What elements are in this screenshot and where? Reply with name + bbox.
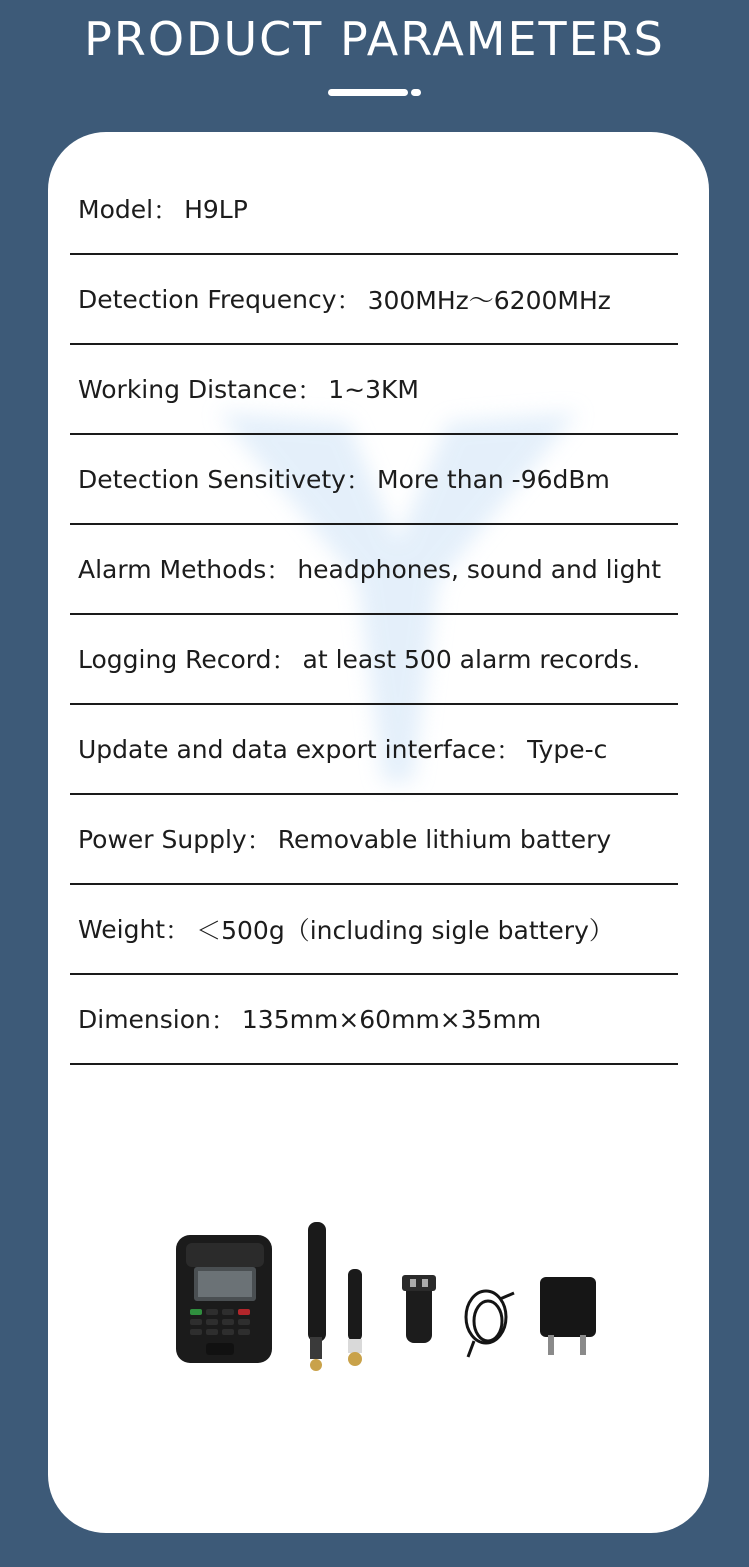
param-row-alarm-methods: [70, 525, 678, 615]
param-separator: ：: [165, 916, 191, 945]
param-row-working-distance: [70, 345, 678, 435]
param-label: Power Supply: [78, 824, 247, 854]
parameter-list: [70, 165, 678, 1065]
title-underline: [328, 89, 408, 96]
param-label: Detection Frequency: [78, 284, 337, 314]
param-label: Dimension: [78, 1004, 211, 1034]
param-label: Update and data export interface: [78, 734, 497, 764]
param-value: Removable lithium battery: [277, 824, 612, 854]
belt-clip-icon: [402, 1275, 436, 1343]
param-value: Type-c: [527, 734, 608, 764]
param-value: ＜500g（including sigle battery）: [196, 916, 614, 945]
param-value: 1~3KM: [328, 374, 419, 404]
param-row-power-supply: [70, 795, 678, 885]
short-antenna-icon: [348, 1269, 362, 1366]
param-separator: ：: [210, 1006, 236, 1035]
param-value: 135mm×60mm×35mm: [241, 1004, 542, 1034]
parameters-card: [48, 132, 709, 1533]
param-row-detection-frequency: [70, 255, 678, 345]
param-label: Working Distance: [78, 374, 298, 404]
param-separator: ：: [496, 736, 522, 765]
param-label: Detection Sensitivety: [78, 464, 346, 494]
param-separator: ：: [345, 466, 371, 495]
page-title: PRODUCT PARAMETERS: [84, 12, 665, 66]
param-row-dimension: [70, 975, 678, 1065]
param-label: Alarm Methods: [78, 554, 267, 584]
param-value: at least 500 alarm records.: [302, 644, 641, 674]
param-value: H9LP: [184, 194, 248, 224]
usb-cable-icon: [466, 1291, 514, 1357]
accessories-image: [168, 1217, 608, 1377]
param-separator: ：: [271, 646, 297, 675]
param-label: Weight: [78, 914, 166, 944]
param-label: Model: [78, 194, 154, 224]
param-row-model: [70, 165, 678, 255]
param-separator: ：: [266, 556, 292, 585]
title-underline-dot: [411, 89, 421, 96]
param-separator: ：: [153, 196, 179, 225]
param-value: More than -96dBm: [377, 464, 610, 494]
param-value: headphones, sound and light: [297, 554, 662, 584]
param-row-weight: [70, 885, 678, 975]
device-icon: [176, 1235, 272, 1363]
param-row-detection-sensitivity: [70, 435, 678, 525]
charger-icon: [540, 1277, 596, 1355]
param-separator: ：: [297, 376, 323, 405]
param-separator: ：: [336, 286, 362, 315]
param-row-logging-record: [70, 615, 678, 705]
param-label: Logging Record: [78, 644, 272, 674]
param-separator: ：: [246, 826, 272, 855]
param-row-interface: [70, 705, 678, 795]
param-value: 300MHz～6200MHz: [367, 286, 611, 315]
long-antenna-icon: [308, 1222, 326, 1371]
